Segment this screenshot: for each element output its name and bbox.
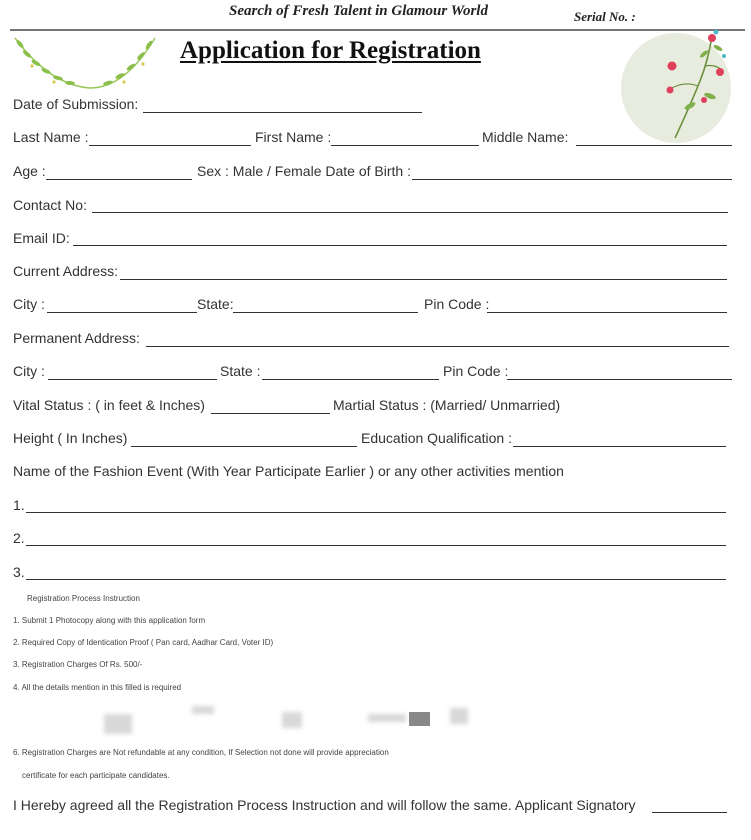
serial-number-label: Serial No. :: [574, 9, 636, 24]
instructions-heading: Registration Process Instruction: [27, 594, 140, 603]
permanent-state-label: State :: [220, 363, 261, 379]
height-field[interactable]: [131, 446, 357, 447]
event-number-1: 1.: [13, 497, 25, 513]
current-address-label: Current Address:: [13, 263, 119, 279]
first-name-field[interactable]: [331, 145, 479, 146]
redacted-mark: [450, 708, 468, 724]
permanent-city-label: City :: [13, 363, 45, 379]
instruction-item-2: 2. Required Copy of Identication Proof ( Pan card, Aadhar Card, Voter ID): [13, 638, 274, 647]
vital-status-label: Vital Status : ( in feet & Inches): [13, 397, 205, 413]
martial-status-label: Martial Status : (Married/ Unmarried): [333, 397, 561, 413]
leaf-wreath-icon: [10, 30, 160, 92]
signature-field[interactable]: [652, 812, 727, 813]
instruction-item-1: 1. Submit 1 Photocopy along with this application form: [13, 616, 206, 625]
fashion-event-label: Name of the Fashion Event (With Year Participate Earlier ) or any other activities mention: [13, 463, 564, 479]
permanent-pin-field[interactable]: [507, 379, 732, 380]
permanent-address-label: Permanent Address:: [13, 330, 140, 346]
event-field-1[interactable]: [26, 512, 726, 513]
education-field[interactable]: [513, 446, 726, 447]
age-label: Age :: [13, 163, 46, 179]
current-pin-field[interactable]: [487, 312, 727, 313]
current-state-label: State:: [197, 296, 234, 312]
permanent-pin-label: Pin Code :: [443, 363, 509, 379]
instruction-item-3: 3. Registration Charges Of Rs. 500/-: [13, 660, 143, 669]
first-name-label: First Name :: [255, 129, 332, 145]
event-number-2: 2.: [13, 530, 25, 546]
email-label: Email ID:: [13, 230, 70, 246]
last-name-field[interactable]: [89, 145, 251, 146]
current-state-field[interactable]: [233, 312, 418, 313]
contact-field[interactable]: [92, 212, 728, 213]
redacted-mark: [104, 714, 132, 734]
agreement-statement: I Hereby agreed all the Registration Process Instruction and will follow the same. Applicant Signatory: [13, 797, 636, 813]
redacted-block: [409, 712, 430, 726]
event-number-3: 3.: [13, 564, 25, 580]
page-title: Application for Registration: [180, 37, 481, 64]
email-field[interactable]: [73, 245, 727, 246]
current-city-label: City :: [13, 296, 45, 312]
instruction-item-6-continued: certificate for each participate candidates.: [22, 771, 170, 780]
flower-decoration-icon: [620, 26, 736, 146]
current-city-field[interactable]: [47, 312, 197, 313]
permanent-city-field[interactable]: [48, 379, 217, 380]
contact-label: Contact No:: [13, 197, 87, 213]
redacted-mark: [368, 714, 406, 722]
education-label: Education Qualification :: [361, 430, 512, 446]
middle-name-label: Middle Name:: [482, 129, 569, 145]
event-field-2[interactable]: [26, 545, 726, 546]
redacted-mark: [282, 712, 302, 728]
middle-name-field[interactable]: [576, 145, 732, 146]
vital-status-field[interactable]: [211, 413, 330, 414]
instruction-item-4: 4. All the details mention in this filled is required: [13, 683, 182, 692]
date-of-submission-field[interactable]: [143, 112, 422, 113]
tagline: Search of Fresh Talent in Glamour World: [229, 3, 488, 19]
sex-dob-label: Sex : Male / Female Date of Birth :: [197, 163, 411, 179]
last-name-label: Last Name :: [13, 129, 89, 145]
age-field[interactable]: [46, 179, 192, 180]
height-label: Height ( In Inches): [13, 430, 128, 446]
redacted-mark: [192, 706, 214, 714]
event-field-3[interactable]: [26, 579, 726, 580]
permanent-state-field[interactable]: [262, 379, 439, 380]
current-pin-label: Pin Code :: [424, 296, 490, 312]
date-of-birth-field[interactable]: [412, 179, 732, 180]
permanent-address-field[interactable]: [146, 346, 729, 347]
date-of-submission-label: Date of Submission:: [13, 96, 139, 112]
instruction-item-6: 6. Registration Charges are Not refundable at any condition, If Selection not done will provide appreciation: [13, 748, 389, 757]
current-address-field[interactable]: [120, 279, 727, 280]
